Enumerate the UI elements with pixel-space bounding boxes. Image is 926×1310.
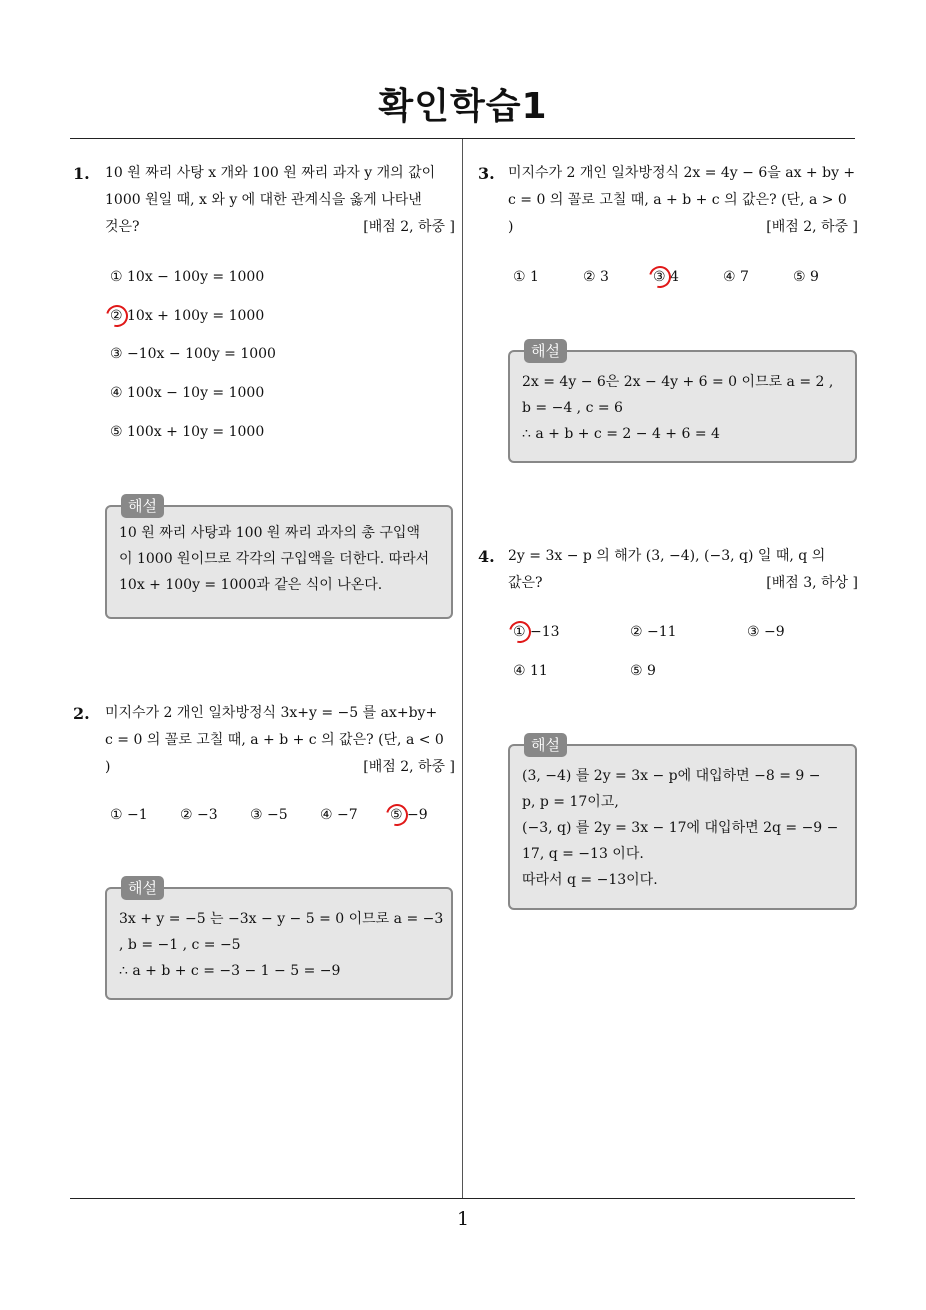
solution-line: , b = −1 , c = −5 [119, 937, 241, 953]
solution-box-3 [508, 342, 857, 463]
choice-2[interactable]: ② −11 [630, 624, 677, 640]
question-line: 미지수가 2 개인 일차방정식 3x+y = −5 를 ax+by+ [105, 705, 438, 721]
solution-tag: 해설 [121, 876, 164, 900]
question-line: 2y = 3x − p 의 해가 (3, −4), (−3, q) 일 때, q 의 [508, 548, 826, 564]
solution-line: ∴ a + b + c = 2 − 4 + 6 = 4 [522, 426, 720, 442]
choice-1[interactable]: ① 10x − 100y = 1000 [110, 269, 265, 285]
solution-tag: 해설 [524, 733, 567, 757]
question-1-number: 1. [73, 164, 90, 183]
choice-3[interactable]: ③ −10x − 100y = 1000 [110, 346, 276, 362]
solution-line: b = −4 , c = 6 [522, 400, 623, 416]
solution-line: 2x = 4y − 6은 2x − 4y + 6 = 0 이므로 a = 2 , [522, 374, 834, 390]
points-label: [배점 2, 하중 ] [363, 219, 455, 235]
choice-4[interactable]: ④ 7 [723, 269, 749, 285]
question-3-text [508, 160, 858, 241]
choice-5[interactable]: ⑤ 9 [793, 269, 819, 285]
question-4-text [508, 543, 858, 597]
solution-text [522, 369, 843, 447]
choice-4[interactable]: ④ 100x − 10y = 1000 [110, 385, 265, 401]
question-line: ) [508, 219, 514, 235]
choice-3[interactable]: ③ 4 [653, 269, 679, 285]
solution-line: 이 1000 원이므로 각각의 구입액을 더한다. 따라서 [119, 551, 430, 567]
question-line: 1000 원일 때, x 와 y 에 대한 관계식을 옳게 나타낸 [105, 192, 422, 208]
choice-2[interactable]: ② −3 [180, 807, 218, 823]
question-line: 값은? [508, 575, 543, 591]
points-label: [배점 2, 하중 ] [363, 759, 455, 775]
solution-tag: 해설 [524, 339, 567, 363]
column-divider [462, 139, 463, 1199]
question-line: c = 0 의 꼴로 고칠 때, a + b + c 의 값은? (단, a < 0 [105, 732, 444, 748]
footer-divider [70, 1198, 855, 1199]
choice-1[interactable]: ① −1 [110, 807, 148, 823]
choice-5[interactable]: ⑤ −9 [390, 807, 428, 823]
answer-mark-circle [505, 617, 535, 647]
solution-box-1 [105, 497, 453, 619]
choice-1[interactable]: ① 1 [513, 269, 539, 285]
solution-line: 3x + y = −5 는 −3x − y − 5 = 0 이므로 a = −3 [119, 911, 444, 927]
solution-text [522, 763, 843, 893]
points-label: [배점 3, 하상 ] [766, 575, 858, 591]
solution-line: (3, −4) 를 2y = 3x − p에 대입하면 −8 = 9 − [522, 768, 821, 784]
solution-text [119, 906, 444, 984]
points-label: [배점 2, 하중 ] [766, 219, 858, 235]
question-2-number: 2. [73, 704, 90, 723]
solution-line: 10x + 100y = 1000과 같은 식이 나온다. [119, 577, 383, 593]
solution-line: p, p = 17이고, [522, 794, 619, 810]
solution-tag: 해설 [121, 494, 164, 518]
answer-mark-circle [645, 262, 675, 292]
question-2-text [105, 700, 455, 781]
question-3-number: 3. [478, 164, 495, 183]
solution-box-4 [508, 736, 857, 910]
question-line: ) [105, 759, 111, 775]
solution-line: 따라서 q = −13이다. [522, 872, 658, 888]
solution-line: 17, q = −13 이다. [522, 846, 644, 862]
choice-1[interactable]: ① −13 [513, 624, 560, 640]
solution-line: ∴ a + b + c = −3 − 1 − 5 = −9 [119, 963, 341, 979]
question-line: 미지수가 2 개인 일차방정식 2x = 4y − 6을 ax + by + [508, 165, 856, 181]
solution-line: (−3, q) 를 2y = 3x − 17에 대입하면 2q = −9 − [522, 820, 839, 836]
choice-4[interactable]: ④ 11 [513, 663, 548, 679]
answer-mark-circle [102, 301, 132, 331]
choice-2[interactable]: ② 10x + 100y = 1000 [110, 308, 265, 324]
choice-3[interactable]: ③ −9 [747, 624, 785, 640]
solution-box-2 [105, 879, 453, 1000]
page-title: 확인학습1 [378, 86, 548, 127]
choice-2[interactable]: ② 3 [583, 269, 609, 285]
choice-3[interactable]: ③ −5 [250, 807, 288, 823]
answer-mark-circle [382, 800, 412, 830]
solution-line: 10 원 짜리 사탕과 100 원 짜리 과자의 총 구입액 [119, 525, 420, 541]
solution-text [119, 520, 439, 598]
question-4-number: 4. [478, 547, 495, 566]
question-line: c = 0 의 꼴로 고칠 때, a + b + c 의 값은? (단, a > 0 [508, 192, 847, 208]
choice-5[interactable]: ⑤ 9 [630, 663, 656, 679]
question-line: 것은? [105, 219, 140, 235]
question-1-text [105, 160, 455, 241]
page-number: 1 [456, 1208, 470, 1230]
question-line: 10 원 짜리 사탕 x 개와 100 원 짜리 과자 y 개의 값이 [105, 165, 436, 181]
choice-5[interactable]: ⑤ 100x + 10y = 1000 [110, 424, 265, 440]
choice-4[interactable]: ④ −7 [320, 807, 358, 823]
